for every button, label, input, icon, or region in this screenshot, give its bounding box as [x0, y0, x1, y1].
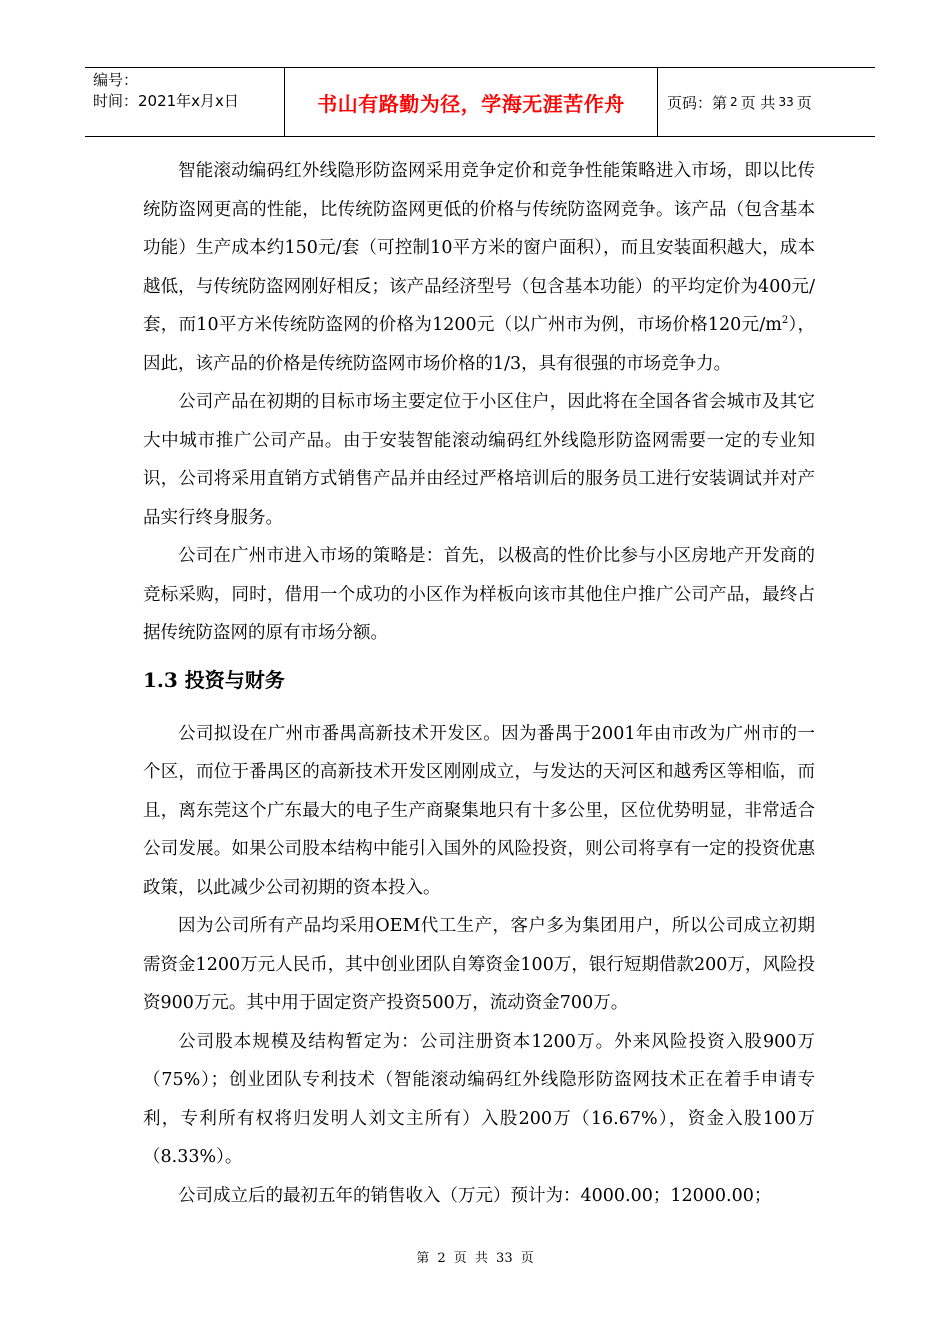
paragraph-sales-forecast: 公司成立后的最初五年的销售收入（万元）预计为：4000.00；12000.00； [178, 1185, 772, 1206]
page-header [85, 67, 875, 137]
paragraph-text: 智能滚动编码红外线隐形防盗网采用竞争定价和竞争性能策略进入市场，即以比传统防盗网更高的性能，比传统防盗网更低的价格与传统防盗网竞争。该产品（包含基本功能）生产成本约150元/套（可控制10平方米的窗户面积），而且安装面积越大，成本越低，与传统防盗网刚好相反；该产品经济型号（包含基本功能）的平均定价为400元/套，而10平方米传统防盗网的价格为1200元（以广州市为例，市场价格120元/m [143, 161, 815, 335]
page-prefix: 页码：第 [667, 93, 728, 112]
page-middle: 页 共 [740, 93, 776, 112]
paragraph-funding: 因为公司所有产品均采用OEM代工生产，客户多为集团用户，所以公司成立初期需资金1200万元人民币，其中创业团队自筹资金100万，银行短期借款200万，风险投资900万元。其中用于固定资产投资500万，流动资金700万。 [143, 916, 815, 1013]
page-total: 33 [778, 95, 794, 109]
header-page-number [667, 68, 812, 136]
superscript-2: 2 [781, 315, 789, 327]
paragraph-target-market: 公司产品在初期的目标市场主要定位于小区住户，因此将在全国各省会城市及其它大中城市推广公司产品。由于安装智能滚动编码红外线隐形防盗网需要一定的专业知识，公司将采用直销方式销售产品并由经过严格培训后的服务员工进行安装调试并对产品实行终身服务。 [143, 392, 815, 528]
paragraph-equity-structure: 公司股本规模及结构暂定为：公司注册资本1200万。外来风险投资入股900万（75%）；创业团队专利技术（智能滚动编码红外线隐形防盗网技术正在着手申请专利，专利所有权将归发明人刘文主所有）入股200万（16.67%），资金入股100万（8.33%）。 [143, 1031, 815, 1167]
page-footer: 第 2 页 共 33 页 [416, 1251, 534, 1266]
header-motto: 书山有路勤为径，学海无涯苦作舟 [284, 68, 658, 136]
page-suffix: 页 [796, 93, 812, 112]
page-current: 2 [730, 95, 738, 109]
document-body [143, 152, 815, 1215]
paragraph-pricing-strategy [143, 152, 815, 383]
paragraph-market-entry: 公司在广州市进入市场的策略是：首先，以极高的性价比参与小区房地产开发商的竞标采购，同时，借用一个成功的小区作为样板向该市其他住户推广公司产品，最终占据传统防盗网的原有市场分额。 [143, 546, 815, 643]
document-time-label: 时间：2021年x月x日 [93, 92, 239, 110]
paragraph-text-end: ），因此，该产品的价格是传统防盗网市场价格的1/3，具有很强的市场竞争力。 [143, 315, 815, 374]
document-number-label: 编号： [93, 71, 139, 89]
paragraph-location: 公司拟设在广州市番禺高新技术开发区。因为番禺于2001年由市改为广州市的一个区，而位于番禺区的高新技术开发区刚刚成立，与发达的天河区和越秀区等相临，而且，离东莞这个广东最大的电子生产商聚集地只有十多公里，区位优势明显，非常适合公司发展。如果公司股本结构中能引入国外的风险投资，则公司将享有一定的投资优惠政策，以此减少公司初期的资本投入。 [143, 723, 815, 898]
section-heading: 1.3 投资与财务 [143, 667, 285, 692]
header-meta [93, 70, 288, 134]
